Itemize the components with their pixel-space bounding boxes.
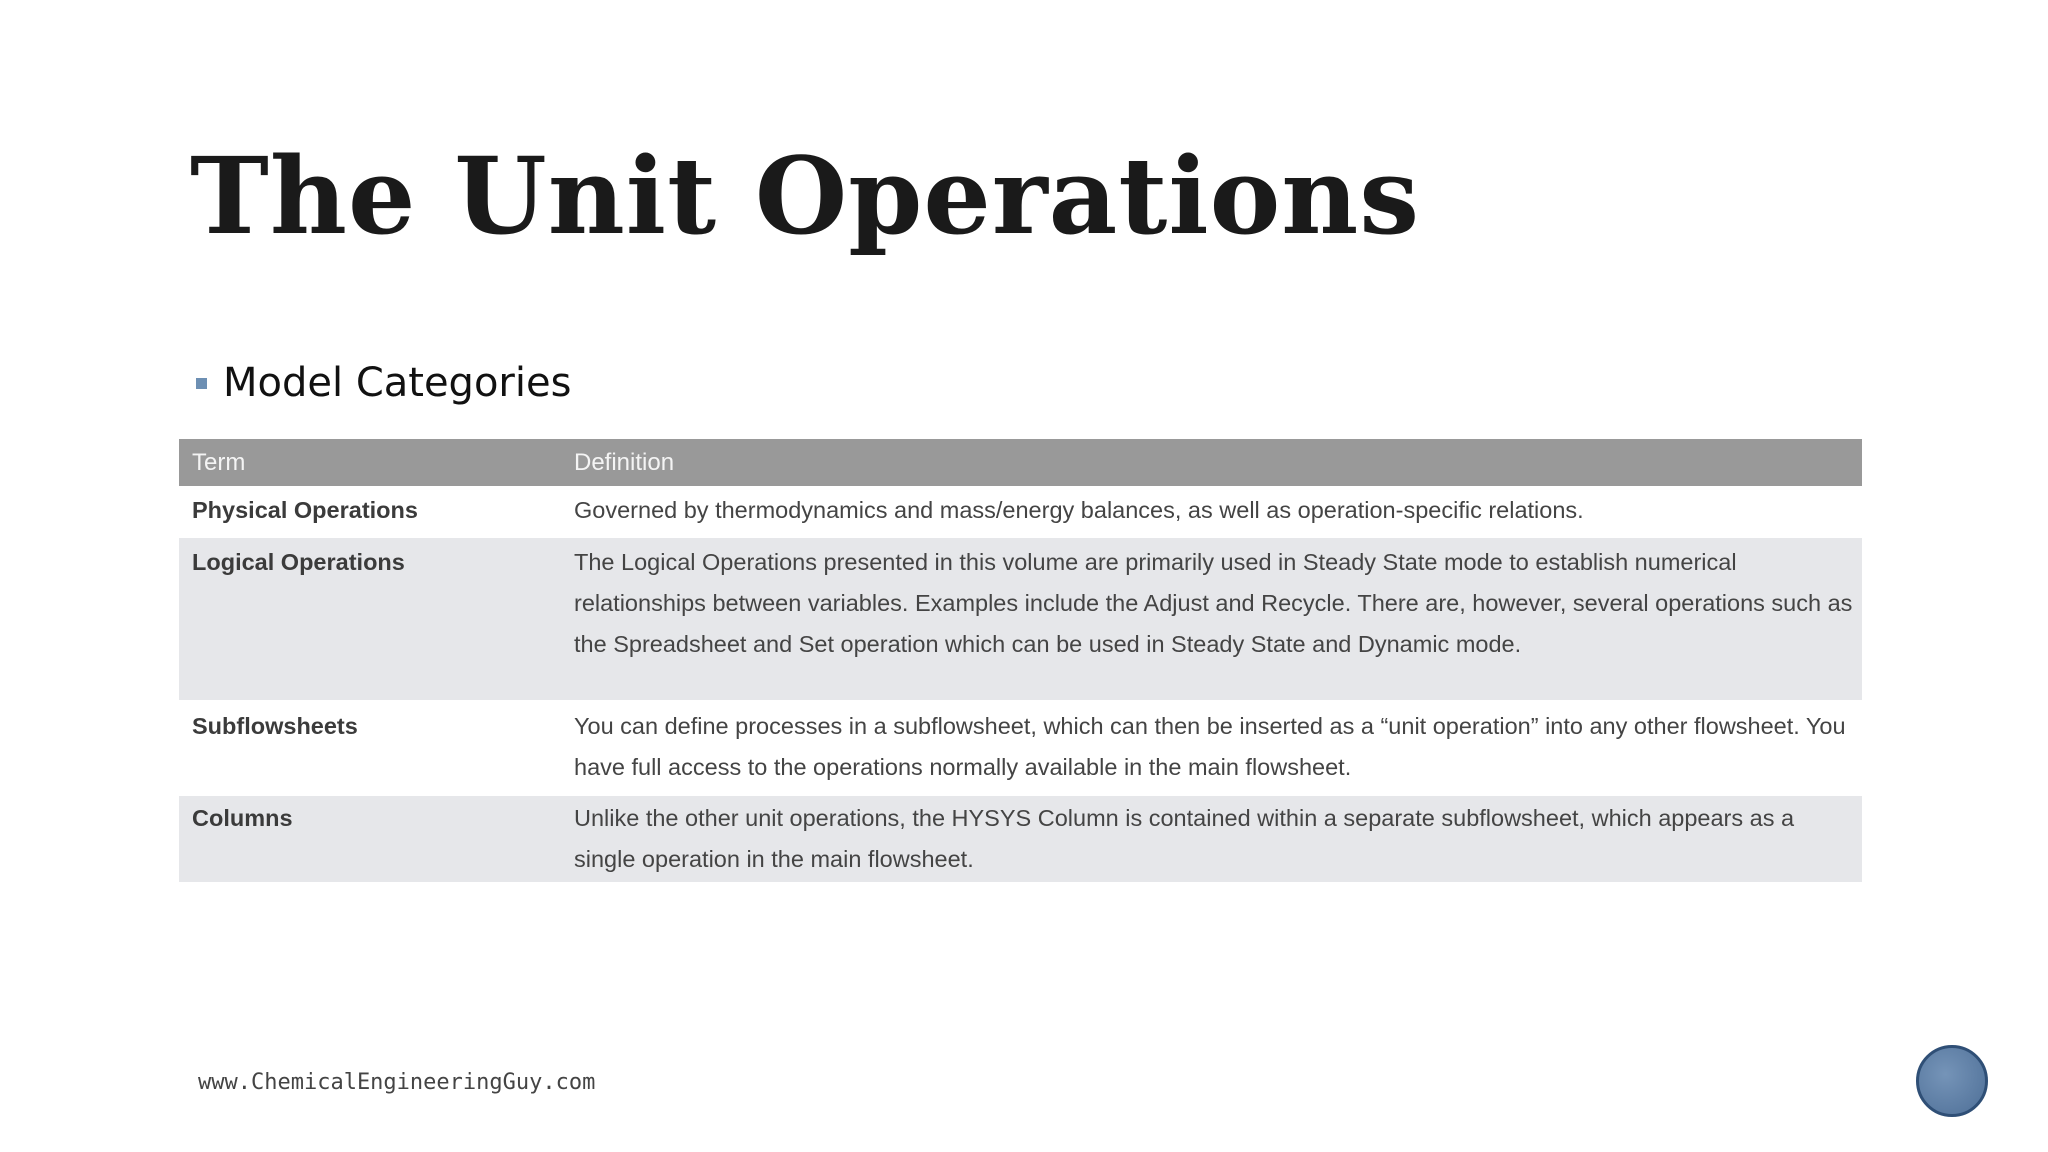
term-cell: Subflowsheets: [192, 713, 358, 739]
term-cell: Physical Operations: [192, 497, 418, 523]
term-cell: Columns: [192, 805, 293, 831]
bullet-square-icon: [196, 378, 207, 389]
definition-cell: The Logical Operations presented in this volume are primarily used in Steady State mode to establish numerical relationships between variables. Examples include the Adjust and Recycle. There are, however, several operations such as the Spreadsheet and Set operation which can be used in Steady State and Dynamic mode.: [574, 549, 1853, 657]
term-cell: Logical Operations: [192, 549, 405, 575]
corner-badge-icon: [1916, 1045, 1988, 1117]
definition-cell: Unlike the other unit operations, the HYSYS Column is contained within a separate subflowsheet, which appears as a single operation in the main flowsheet.: [574, 805, 1795, 872]
header-definition: Definition: [574, 448, 675, 476]
definitions-table: [179, 439, 1862, 882]
table-row: [179, 538, 1862, 700]
definition-cell: Governed by thermodynamics and mass/energy balances, as well as operation-specific relations.: [574, 497, 1584, 523]
table-row: [179, 700, 1862, 796]
bullet-item: [196, 360, 571, 406]
footer-url[interactable]: www.ChemicalEngineeringGuy.com: [198, 1070, 596, 1095]
table-row: [179, 796, 1862, 882]
header-term: Term: [192, 448, 246, 476]
table-row: [179, 486, 1862, 538]
bullet-text: Model Categories: [223, 360, 572, 406]
slide-title: The Unit Operations: [190, 133, 1421, 258]
table-header: [179, 439, 1862, 486]
definition-cell: You can define processes in a subflowsheet, which can then be inserted as a “unit operation” into any other flowsheet. You have full access to the operations normally available in the main flowsheet.: [574, 713, 1846, 780]
